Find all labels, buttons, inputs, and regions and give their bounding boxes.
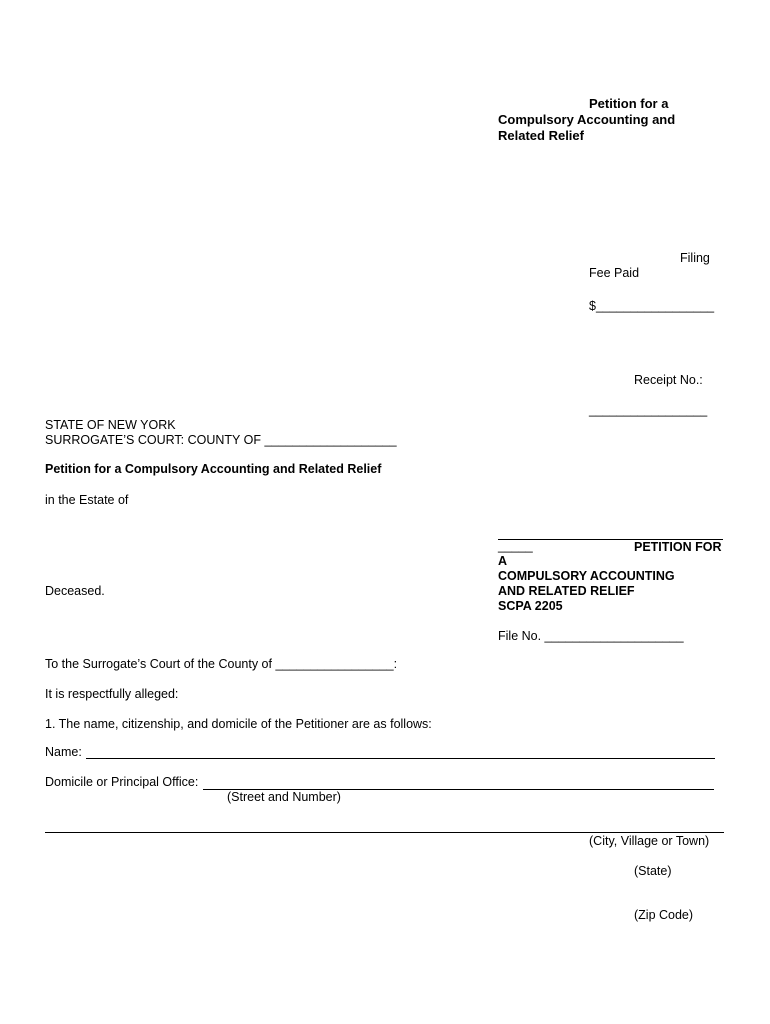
fee-amount-field[interactable]: $_________________ bbox=[589, 299, 715, 313]
to-court-line[interactable]: To the Surrogate’s Court of the County of _________________: bbox=[45, 657, 398, 671]
estate-of-label: in the Estate of bbox=[45, 493, 129, 507]
caption-line-4: AND RELATED RELIEF bbox=[498, 584, 635, 598]
caption-blank-tail: _____ bbox=[498, 539, 533, 553]
title-line-1: Petition for a bbox=[589, 96, 669, 111]
caption-line-3: COMPULSORY ACCOUNTING bbox=[498, 569, 675, 583]
fee-paid-label: Fee Paid bbox=[589, 266, 640, 280]
caption-line-5: SCPA 2205 bbox=[498, 599, 563, 613]
street-caption: (Street and Number) bbox=[227, 790, 341, 804]
name-input-line[interactable] bbox=[86, 758, 715, 759]
zip-caption: (Zip Code) bbox=[634, 908, 694, 922]
title-line-2: Compulsory Accounting and bbox=[498, 112, 676, 127]
caption-line-2: A bbox=[498, 554, 508, 568]
name-label: Name: bbox=[45, 745, 82, 759]
city-caption: (City, Village or Town) bbox=[589, 834, 710, 848]
receipt-label: Receipt No.: bbox=[634, 373, 703, 387]
state-caption: (State) bbox=[634, 864, 672, 878]
deceased-label: Deceased. bbox=[45, 584, 105, 598]
alleged-line: It is respectfully alleged: bbox=[45, 687, 179, 701]
city-input-line[interactable] bbox=[45, 832, 724, 833]
domicile-label: Domicile or Principal Office: bbox=[45, 775, 199, 789]
item-1-text: 1. The name, citizenship, and domicile of the Petitioner are as follows: bbox=[45, 717, 432, 731]
state-heading: STATE OF NEW YORK bbox=[45, 418, 176, 432]
caption-line-1: PETITION FOR bbox=[634, 540, 722, 554]
file-no-field[interactable]: File No. ____________________ bbox=[498, 629, 684, 643]
receipt-field[interactable]: _________________ bbox=[589, 403, 708, 417]
title-line-3: Related Relief bbox=[498, 128, 584, 143]
petition-heading: Petition for a Compulsory Accounting and Related Relief bbox=[45, 462, 382, 476]
court-county-line[interactable]: SURROGATE’S COURT: COUNTY OF ___________________ bbox=[45, 433, 397, 447]
filing-label: Filing bbox=[680, 251, 710, 265]
